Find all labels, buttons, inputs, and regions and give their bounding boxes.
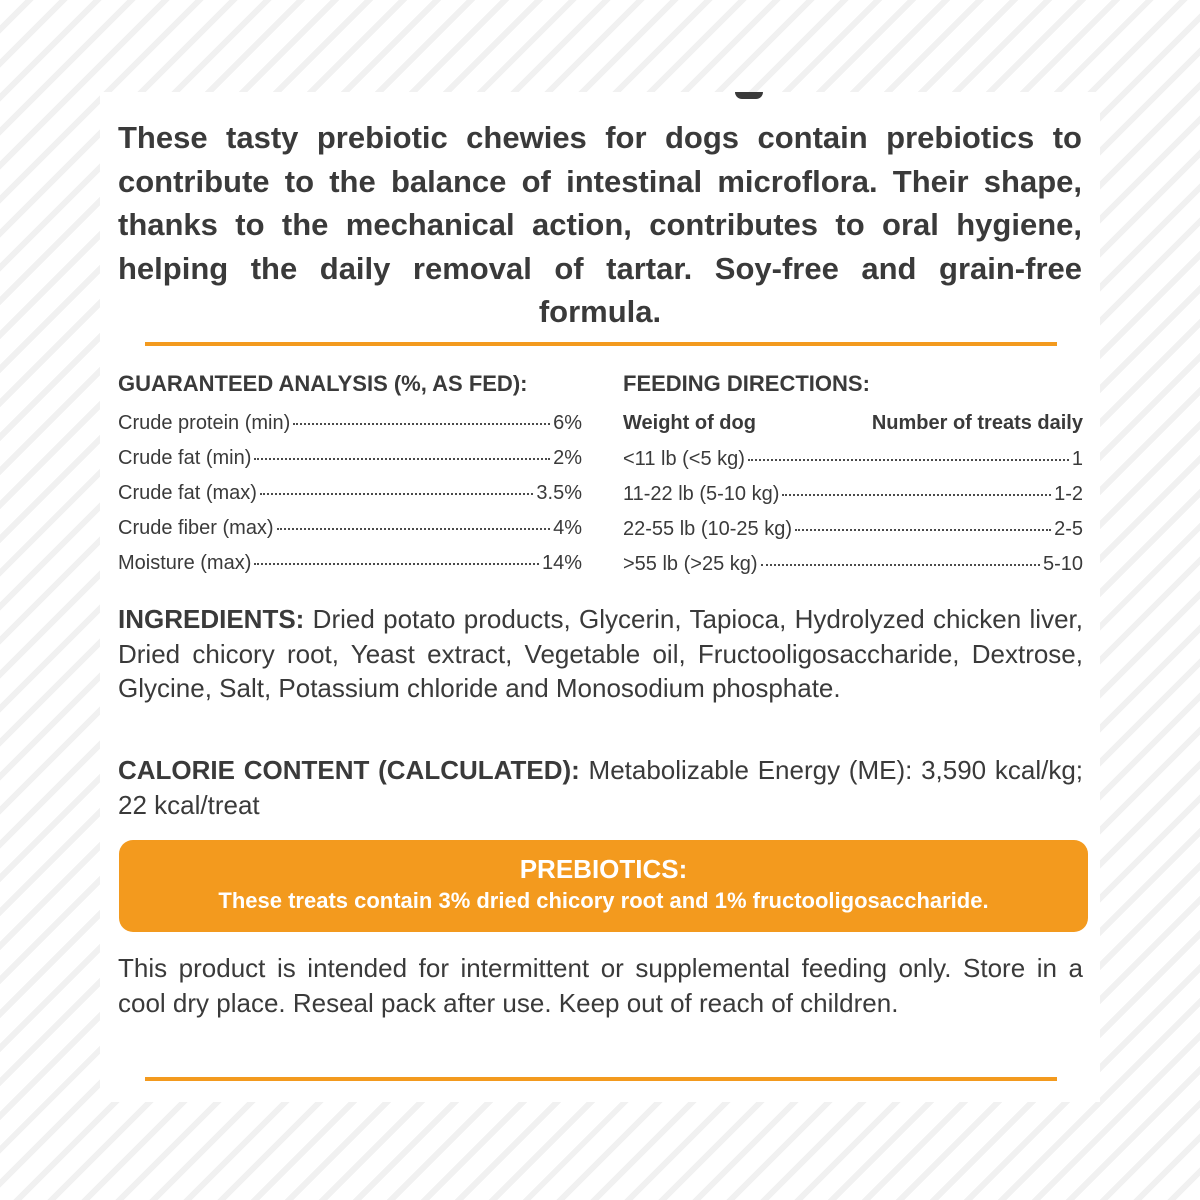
feeding-directions-table	[623, 448, 1083, 588]
feeding-row	[623, 518, 1083, 553]
weight-label: 22-55 lb (10-25 kg)	[623, 518, 792, 540]
dot-leader	[795, 529, 1051, 531]
analysis-value: 4%	[553, 517, 582, 539]
cropped-glyph	[735, 92, 763, 99]
calorie-text: Metabolizable Energy (ME): 3,590 kcal/kg; 22 kcal/treat	[118, 755, 1083, 820]
feeding-note: This product is intended for intermittent or supplemental feeding only. Store in a cool dry place. Reseal pack after use. Keep out of reach of children.	[118, 953, 1083, 1018]
analysis-label: Crude protein (min)	[118, 412, 291, 434]
dot-leader	[277, 528, 550, 530]
weight-label: 11-22 lb (5-10 kg)	[623, 483, 780, 505]
product-description: These tasty prebiotic chewies for dogs contain prebiotics to contribute to the balance of intestinal microflora. Their shape, thanks to the mechanical action, contributes to oral hygiene, helping the daily removal of tartar. Soy-free and grain-free formula.	[118, 120, 1082, 329]
divider-bottom	[145, 1077, 1057, 1081]
feeding-row	[623, 448, 1083, 483]
analysis-value: 14%	[541, 552, 582, 574]
dot-leader	[293, 423, 550, 425]
dot-leader	[254, 563, 539, 565]
ingredients-label: INGREDIENTS:	[118, 604, 305, 634]
guaranteed-analysis-table	[118, 412, 582, 587]
analysis-row	[118, 412, 582, 447]
prebiotics-text: These treats contain 3% dried chicory root and 1% fructooligosaccharide.	[218, 888, 989, 913]
ingredients-text: Dried potato products, Glycerin, Tapioca, Hydrolyzed chicken liver, Dried chicory root, Yeast extract, Vegetable oil, Fructooligosaccharide, Dextrose, Glycine, Salt, Potassium chloride and Monosodium phosphate.	[118, 604, 1083, 703]
calorie-label: CALORIE CONTENT (CALCULATED):	[118, 755, 580, 785]
analysis-value: 3.5%	[536, 482, 582, 504]
treats-value: 1	[1071, 448, 1083, 470]
divider-top	[145, 342, 1057, 346]
treats-value: 1-2	[1054, 483, 1083, 505]
feeding-column-headers	[623, 412, 1083, 435]
analysis-label: Crude fat (max)	[118, 482, 257, 504]
treats-column-header: Number of treats daily	[871, 412, 1083, 434]
prebiotics-callout	[119, 840, 1088, 932]
analysis-row	[118, 552, 582, 587]
treats-value: 2-5	[1054, 518, 1083, 540]
calorie-content-paragraph	[118, 753, 1083, 822]
analysis-row	[118, 482, 582, 517]
analysis-row	[118, 447, 582, 482]
analysis-row	[118, 517, 582, 552]
analysis-label: Moisture (max)	[118, 552, 252, 574]
ingredients-paragraph	[118, 602, 1083, 706]
analysis-value: 6%	[553, 412, 582, 434]
analysis-label: Crude fat (min)	[118, 447, 252, 469]
dot-leader	[254, 458, 550, 460]
weight-label: <11 lb (<5 kg)	[623, 448, 745, 470]
prebiotics-title: PREBIOTICS:	[519, 854, 688, 884]
weight-label: >55 lb (>25 kg)	[623, 553, 758, 575]
analysis-value: 2%	[553, 447, 582, 469]
dot-leader	[761, 564, 1040, 566]
dot-leader	[782, 494, 1051, 496]
feeding-row	[623, 553, 1083, 588]
analysis-label: Crude fiber (max)	[118, 517, 274, 539]
dot-leader	[748, 459, 1069, 461]
feeding-directions-heading: FEEDING DIRECTIONS:	[623, 371, 870, 396]
dot-leader	[260, 493, 533, 495]
weight-column-header: Weight of dog	[623, 412, 756, 434]
feeding-row	[623, 483, 1083, 518]
guaranteed-analysis-heading: GUARANTEED ANALYSIS (%, AS FED):	[118, 371, 528, 396]
treats-value: 5-10	[1042, 553, 1083, 575]
